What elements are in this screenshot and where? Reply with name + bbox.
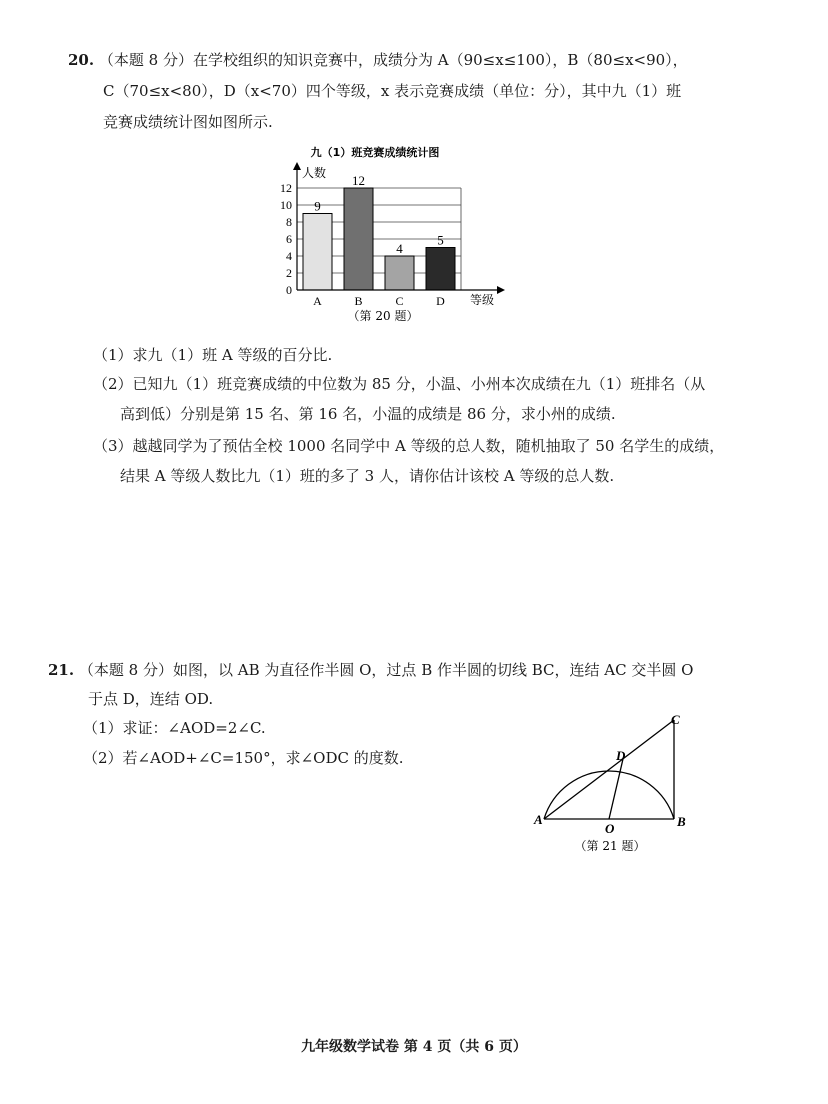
q20-stem-2: C（70≤x<80），D（x<70）四个等级，x 表示竞赛成绩（单位：分），其中九（1）班 bbox=[103, 82, 682, 100]
bar-value-label: 12 bbox=[352, 173, 365, 188]
label-a: A bbox=[534, 812, 543, 827]
semicircle-figure bbox=[530, 708, 690, 858]
y-tick-label: 10 bbox=[280, 198, 292, 212]
q21-sub1: （1）求证：∠AOD=2∠C. bbox=[83, 719, 266, 737]
q20-sub1: （1）求九（1）班 A 等级的百分比. bbox=[93, 346, 333, 364]
label-c: C bbox=[671, 712, 680, 727]
q20-stem-3: 竞赛成绩统计图如图所示. bbox=[103, 113, 273, 131]
bar-value-label: 4 bbox=[396, 241, 403, 256]
y-tick-label: 2 bbox=[286, 266, 292, 280]
x-tick-label: B bbox=[354, 294, 363, 308]
figure-caption: （第 21 题） bbox=[574, 839, 646, 853]
y-tick-label: 12 bbox=[280, 181, 292, 195]
q20-sub2-2: 高到低）分别是第 15 名、第 16 名，小温的成绩是 86 分，求小州的成绩. bbox=[120, 405, 616, 423]
y-tick-label: 4 bbox=[286, 249, 292, 263]
x-axis-label: 等级 bbox=[470, 293, 495, 307]
y-tick-label: 0 bbox=[286, 283, 292, 297]
page-footer: 九年级数学试卷 第 4 页（共 6 页） bbox=[301, 1039, 527, 1055]
y-axis-label: 人数 bbox=[302, 166, 327, 180]
label-d: D bbox=[616, 748, 626, 763]
label-b: B bbox=[677, 814, 686, 829]
y-tick-label: 8 bbox=[286, 215, 292, 229]
q20-sub3-1: （3）越越同学为了预估全校 1000 名同学中 A 等级的总人数，随机抽取了 50 名学生的成绩， bbox=[93, 437, 725, 455]
chart-caption: （第 20 题） bbox=[347, 309, 419, 323]
bar-a bbox=[303, 214, 332, 291]
semicircle-arc bbox=[544, 771, 674, 819]
q21-line1 bbox=[48, 659, 693, 681]
q21-number: 21. bbox=[48, 661, 75, 679]
x-tick-label: C bbox=[395, 294, 404, 308]
bar-chart bbox=[265, 140, 515, 330]
q21-sub2: （2）若∠AOD+∠C=150°，求∠ODC 的度数. bbox=[83, 749, 404, 767]
q21-stem-1: （本题 8 分）如图，以 AB 为直径作半圆 O，过点 B 作半圆的切线 BC，连结 AC 交半圆 O bbox=[78, 661, 694, 679]
x-tick-label: A bbox=[313, 294, 322, 308]
x-tick-label: D bbox=[436, 294, 445, 308]
chart-bars bbox=[303, 173, 455, 308]
q20-stem-1: （本题 8 分）在学校组织的知识竞赛中，成绩分为 A（90≤x≤100），B（80≤x<90）， bbox=[98, 51, 688, 69]
bar-value-label: 9 bbox=[314, 198, 321, 214]
chart-title: 九（1）班竞赛成绩统计图 bbox=[310, 146, 440, 159]
q20-sub3-2: 结果 A 等级人数比九（1）班的多了 3 人，请你估计该校 A 等级的总人数. bbox=[120, 467, 615, 485]
label-o: O bbox=[605, 821, 615, 836]
q21-stem-2: 于点 D，连结 OD. bbox=[88, 690, 214, 708]
bar-b bbox=[344, 188, 373, 290]
y-tick-label: 6 bbox=[286, 232, 292, 246]
y-axis-arrow bbox=[293, 162, 301, 170]
bar-value-label: 5 bbox=[437, 232, 444, 248]
segment-ac bbox=[544, 720, 674, 819]
q20-line1 bbox=[68, 49, 688, 71]
q20-number: 20. bbox=[68, 51, 95, 69]
bar-c bbox=[385, 256, 414, 290]
q20-sub2-1: （2）已知九（1）班竞赛成绩的中位数为 85 分，小温、小州本次成绩在九（1）班排名（从 bbox=[93, 375, 706, 393]
bar-d bbox=[426, 248, 455, 291]
x-axis-arrow bbox=[497, 286, 505, 294]
